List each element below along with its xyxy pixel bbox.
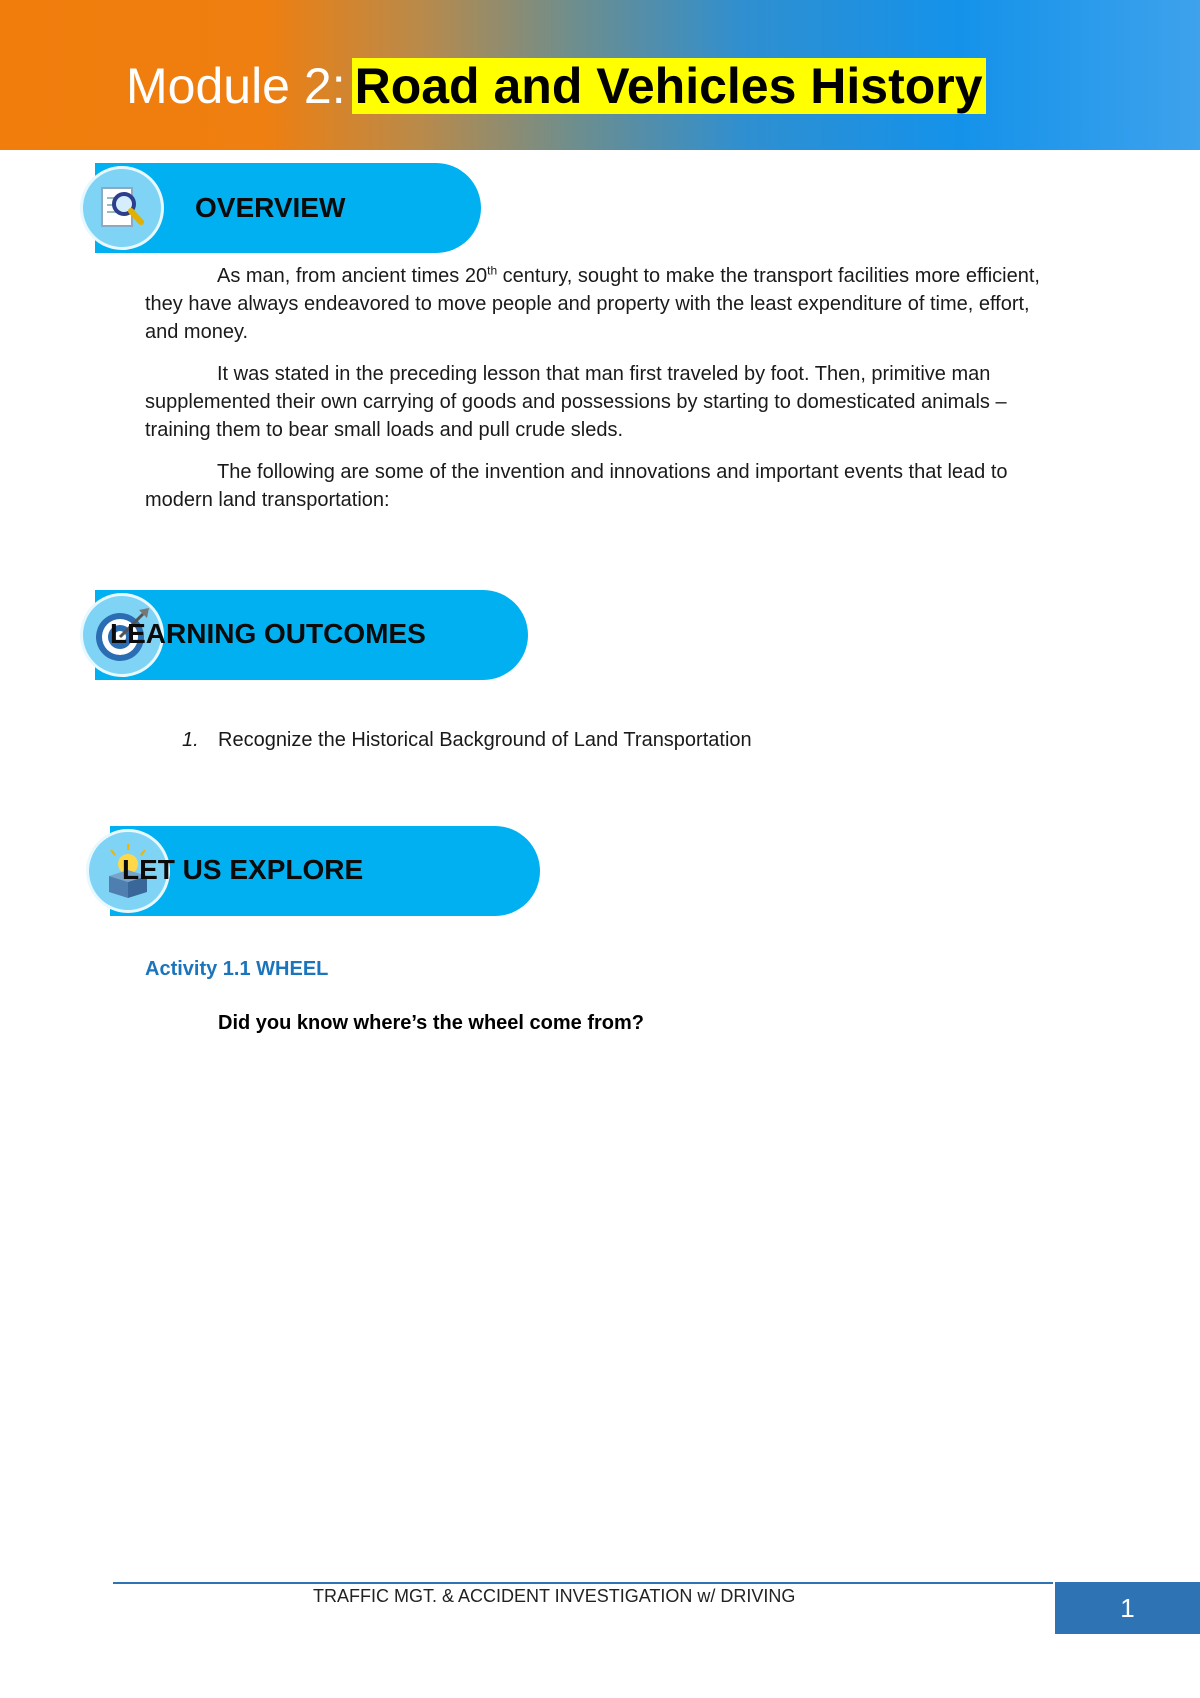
overview-paragraph-3: The following are some of the invention and innovations and important events that lead to modern land transportation: <box>145 461 1008 511</box>
activity-title: Activity 1.1 WHEEL <box>145 958 329 980</box>
overview-paragraph-1 <box>145 262 1055 346</box>
overview-paragraph-2: It was stated in the preceding lesson that man first traveled by foot. Then, primitive man supplemented their own carrying of goods and possessions by starting to domesticated animals – training them to bear small loads and pull crude sleds. <box>145 363 1007 441</box>
explore-label: LET US EXPLORE <box>122 854 364 885</box>
page-number: 1 <box>1055 1582 1200 1634</box>
overview-p1-text-b: century, sought to make the transport facilities more efficient, they have always endeavored to move people and property with the least expenditure of time, effort, and money. <box>145 265 1040 343</box>
outcome-number: 1. <box>182 729 199 751</box>
outcome-item <box>182 726 752 754</box>
footer-course-title: TRAFFIC MGT. & ACCIDENT INVESTIGATION w/ DRIVING <box>313 1586 796 1606</box>
activity-question: Did you know where’s the wheel come from? <box>218 1012 645 1034</box>
magnifier-document-icon <box>80 166 164 250</box>
module-title: Road and Vehicles History <box>352 58 986 114</box>
learning-outcomes-label: LEARNING OUTCOMES <box>110 618 426 649</box>
overview-p1-sup: th <box>487 263 498 278</box>
overview-p1-text-a: As man, from ancient times 20 <box>217 265 488 287</box>
module-prefix: Module 2: <box>126 58 346 114</box>
overview-label: OVERVIEW <box>195 192 346 223</box>
outcome-text: Recognize the Historical Background of Land Transportation <box>218 729 752 751</box>
module-banner <box>0 0 1200 150</box>
module-heading <box>126 56 986 116</box>
footer-rule <box>113 1582 1053 1584</box>
